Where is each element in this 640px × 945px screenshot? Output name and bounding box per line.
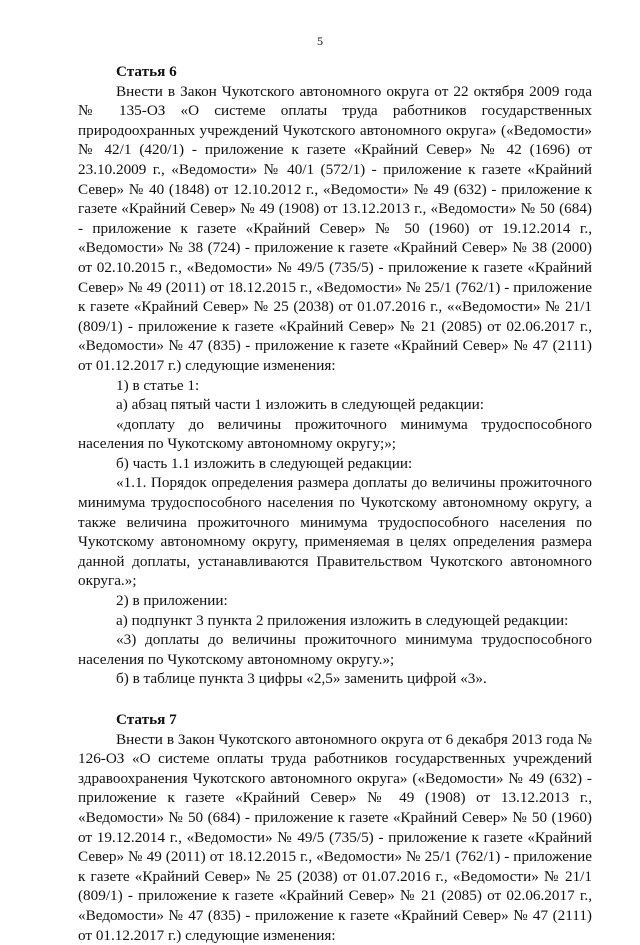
article-paragraph: а) подпункт 3 пункта 2 приложения изложить в следующей редакции: (116, 611, 569, 629)
document-body (78, 62, 592, 945)
article-paragraph: б) часть 1.1 изложить в следующей редакции: (116, 454, 413, 472)
article-paragraph: «доплату до величины прожиточного минимума трудоспособного населения по Чукотскому автономному округу;»; (78, 415, 592, 453)
article-paragraph: б) в таблице пункта 3 цифры «2,5» заменить цифрой «3». (116, 670, 487, 688)
article-paragraph: 2) в приложении: (116, 592, 228, 610)
article-title: Статья 6 (116, 63, 177, 80)
article-paragraph: «3) доплаты до величины прожиточного минимума трудоспособного населения по Чукотскому автономному округу.»; (78, 631, 592, 668)
section-spacer (78, 689, 592, 710)
article-paragraph: а) абзац пятый части 1 изложить в следующей редакции: (116, 396, 485, 414)
article-paragraph: Внести в Закон Чукотского автономного округа от 22 октября 2009 года № 135-ОЗ «О системе оплаты труда работников государственных природоохранных учреждений Чукотского автономного округа» («Ведомости» № 42/1 (420/1) - приложение к газете «Крайний Север» № 42 (1696) от 23.10.2009 г., «Ведомости» № 40/1 (572/1) - приложение к газете «Крайний Север» № 40 (1848) от 12.10.2012 г., «Ведомости» № 49 (632) - приложение к газете «Крайний Север» № 49 (1908) от 13.12.2013 г., «Ведомости» № 50 (684) - приложение к газете «Крайний Север» № 50 (1960) от 19.12.2014 г., «Ведомости» № 38 (724) - приложение к газете «Крайний Север» № 38 (2000) от 02.10.2015 г., «Ведомости» № 49/5 (735/5) - приложение к газете «Крайний Север» № 49 (2011) от 18.12.2015 г., «Ведомости» № 25/1 (762/1) - приложение к газете «Крайний Север» № 25 (2038) от 01.07.2016 г., ««Ведомости» № 21/1 (809/1) - приложение к газете «Крайний Север» № 21 (2085) от 02.06.2017 г., «Ведомости» № 47 (835) - приложение к газете «Крайний Север» № 47 (2111) от 01.12.2017 г.) следующие изменения: (78, 82, 592, 374)
article-6 (78, 62, 592, 689)
page-number: 5 (317, 34, 323, 48)
article-paragraph: 1) в статье 1: (116, 376, 200, 394)
article-paragraph: «1.1. Порядок определения размера доплаты до величины прожиточного минимума трудоспособного населения по Чукотскому автономному округу, а также величина прожиточного минимума трудоспособного населения по Чукотскому автономному округу, применяемая в целях определения размера данной доплаты, устанавливаются Правительством Чукотского автономного округа.»; (78, 474, 592, 590)
article-paragraph: Внести в Закон Чукотского автономного округа от 6 декабря 2013 года № 126-ОЗ «О системе оплаты труда работников государственных учреждений здравоохранения Чукотского автономного округа» («Ведомости» № 49 (632) - приложение к газете «Крайний Север» № 49 (1908) от 13.12.2013 г., «Ведомости» № 50 (684) - приложение к газете «Крайний Север» № 50 (1960) от 19.12.2014 г., «Ведомости» № 49/5 (735/5) - приложение к газете «Крайний Север» № 49 (2011) от 18.12.2015 г., «Ведомости» № 25/1 (762/1) - приложение к газете «Крайний Север» № 25 (2038) от 01.07.2016 г., «Ведомости» № 21/1 (809/1) - приложение к газете «Крайний Север» № 21 (2085) от 02.06.2017 г., «Ведомости» № 47 (835) - приложение к газете «Крайний Север» № 47 (2111) от 01.12.2017 г.) следующие изменения: (78, 730, 592, 944)
article-7 (78, 710, 592, 945)
article-title: Статья 7 (116, 711, 177, 728)
